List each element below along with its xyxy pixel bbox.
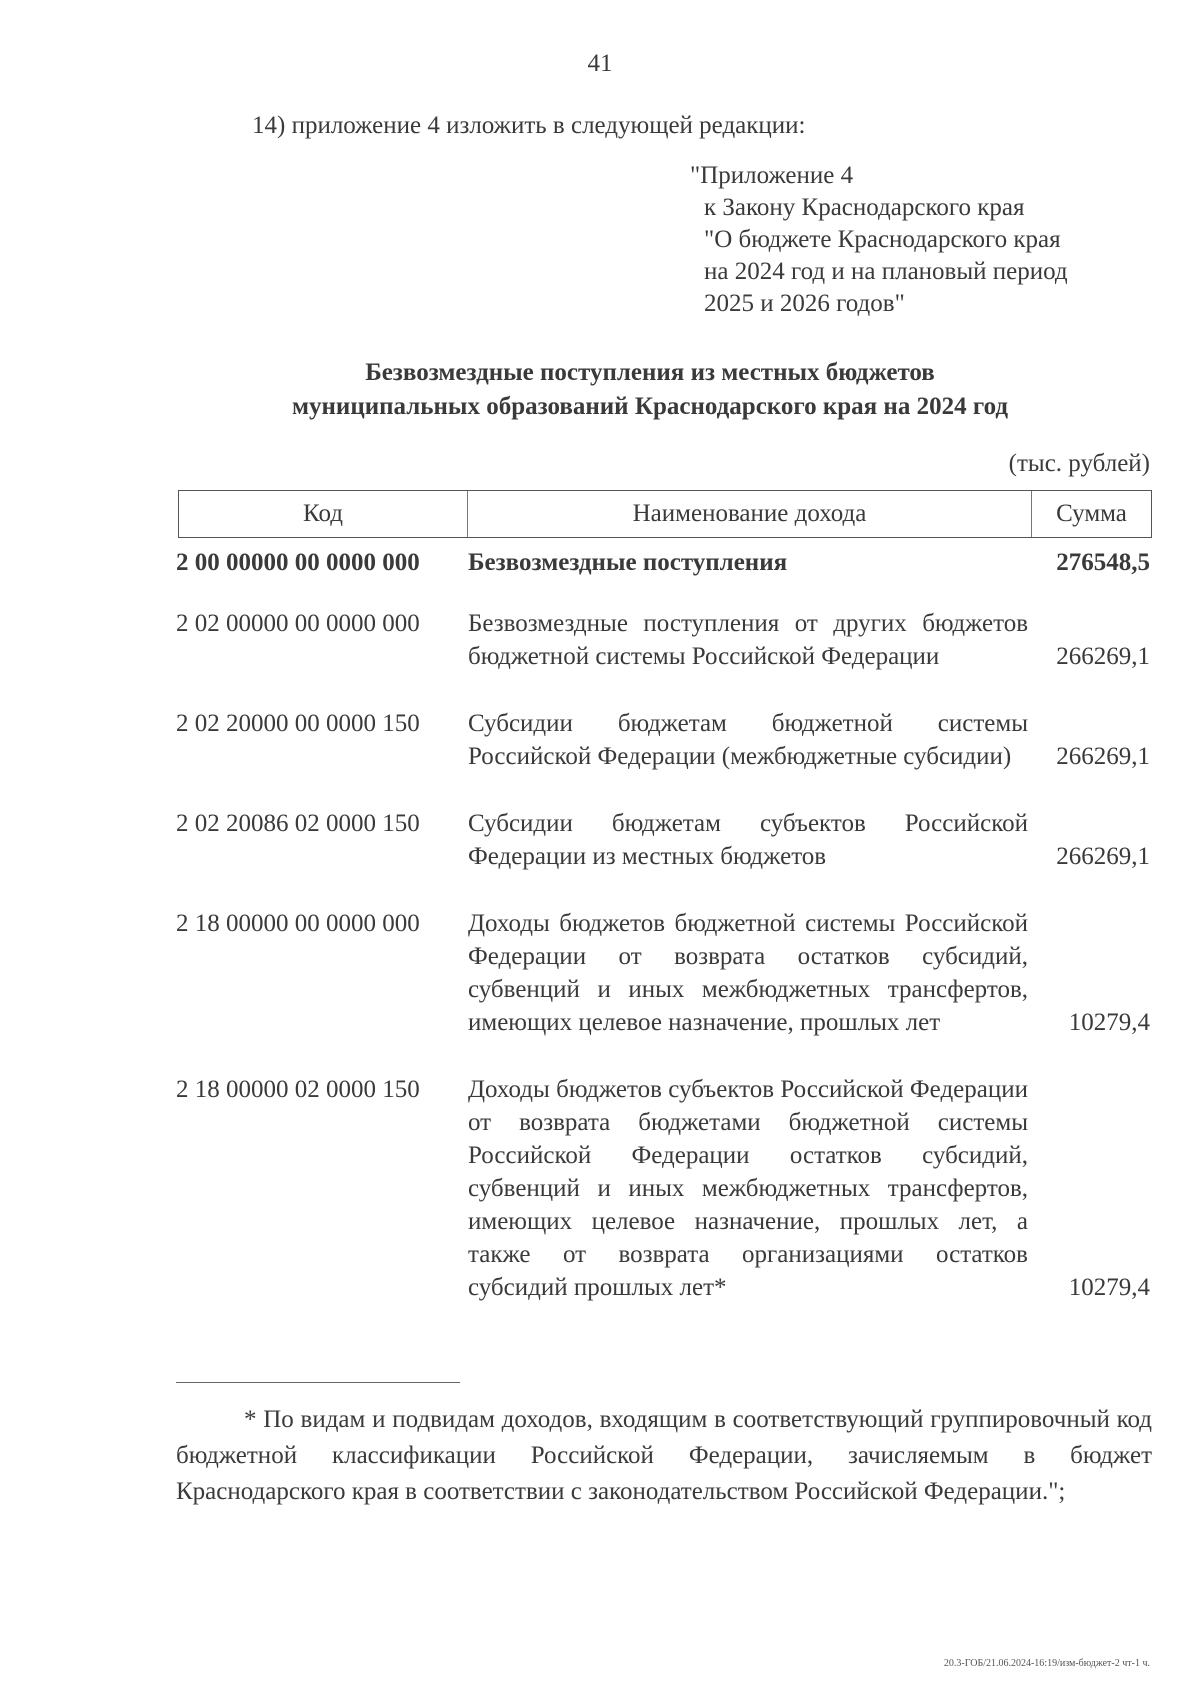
document-reference: 20.3-ГОБ/21.06.2024-16:19/изм-бюджет-2 чт-1 ч. (943, 1658, 1150, 1669)
table-row (176, 607, 1156, 673)
page-number: 41 (587, 50, 613, 77)
row-code: 2 18 00000 00 0000 000 (176, 910, 420, 937)
table-title (170, 356, 1130, 424)
appendix-line: на 2024 год и на плановый период (704, 258, 1068, 285)
header-amount: Сумма (1056, 500, 1127, 527)
row-amount: 10279,4 (1068, 1274, 1150, 1301)
row-code: 2 02 20000 00 0000 150 (176, 710, 420, 737)
footnote-divider (176, 1382, 460, 1383)
appendix-line: "Приложение 4 (690, 162, 854, 189)
table-row (176, 1073, 1156, 1304)
table-row (176, 807, 1156, 873)
table-row (176, 907, 1156, 1039)
row-name: Безвозмездные поступления (468, 549, 788, 576)
row-name: Доходы бюджетов субъектов Российской Федерации от возврата бюджетами бюджетной системы Российской Федерации остатков субсидий, субвенций и иных межбюджетных трансфертов, имеющих целевое назначение, прошлых лет, а также от возврата организациями остатков субсидий прошлых лет* (468, 1076, 1028, 1301)
row-name: Доходы бюджетов бюджетной системы Российской Федерации от возврата остатков субсидий, субвенций и иных межбюджетных трансфертов, имеющих целевое назначение, прошлых лет (468, 910, 1028, 1036)
amendment-instruction: 14) приложение 4 изложить в следующей редакции: (252, 112, 806, 139)
table-row (176, 707, 1156, 773)
row-name: Субсидии бюджетам субъектов Российской Федерации из местных бюджетов (468, 810, 1028, 870)
header-code: Код (179, 491, 468, 537)
table-header (178, 490, 1152, 538)
footnote: * По видам и подвидам доходов, входящим в соответствующий группировочный код бюджетной классификации Российской Федерации, зачисляемым в бюджет Краснодарского края в соответствии с законодательством Российской Федерации."; (176, 1406, 1152, 1505)
row-amount: 266269,1 (1056, 743, 1150, 770)
units-label: (тыс. рублей) (1008, 450, 1150, 477)
row-code: 2 02 00000 00 0000 000 (176, 610, 420, 637)
row-name: Субсидии бюджетам бюджетной системы Российской Федерации (межбюджетные субсидии) (468, 710, 1028, 770)
table-title-line: Безвозмездные поступления из местных бюджетов (365, 359, 935, 386)
table-row (176, 546, 1156, 579)
table-title-line: муниципальных образований Краснодарского края на 2024 год (292, 393, 1008, 420)
appendix-line: 2025 и 2026 годов" (704, 290, 905, 317)
table-body (176, 546, 1156, 1338)
row-amount: 266269,1 (1056, 643, 1150, 670)
appendix-line: "О бюджете Краснодарского края (704, 226, 1061, 253)
appendix-line: к Закону Краснодарского края (704, 194, 1025, 221)
row-amount: 10279,4 (1068, 1009, 1150, 1036)
header-name: Наименование дохода (468, 491, 1032, 537)
row-name: Безвозмездные поступления от других бюджетов бюджетной системы Российской Федерации (468, 610, 1028, 670)
row-code: 2 00 00000 00 0000 000 (176, 549, 420, 576)
row-code: 2 18 00000 02 0000 150 (176, 1076, 420, 1103)
row-code: 2 02 20086 02 0000 150 (176, 810, 420, 837)
row-amount: 276548,5 (1056, 549, 1150, 576)
appendix-reference (690, 160, 1068, 320)
row-amount: 266269,1 (1056, 843, 1150, 870)
